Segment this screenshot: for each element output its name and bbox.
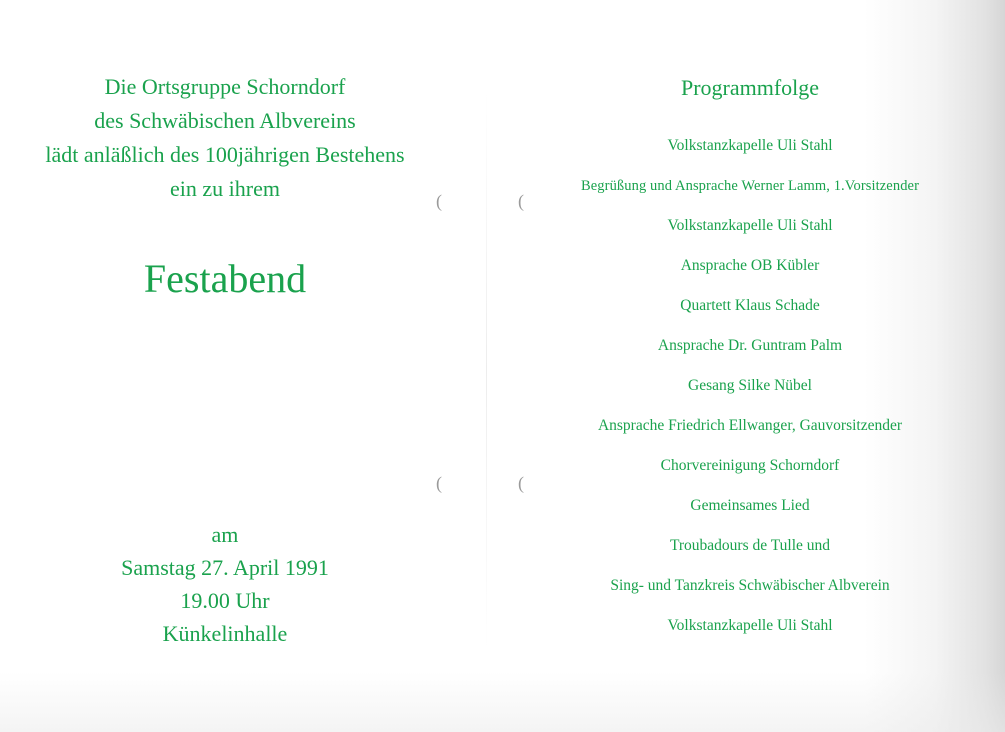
program-item: Sing- und Tanzkreis Schwäbischer Albverein — [610, 577, 890, 594]
program-item: Volkstanzkapelle Uli Stahl — [667, 217, 833, 234]
program-title: Programmfolge — [680, 75, 820, 100]
invitation-line: des Schwäbischen Albvereins — [94, 108, 356, 133]
program-item: Ansprache Friedrich Ellwanger, Gauvorsitzender — [597, 417, 903, 434]
invitation-line: lädt anläßlich des 100jährigen Bestehens — [45, 142, 405, 167]
punch-mark: ( — [518, 473, 524, 493]
punch-mark: ( — [436, 473, 442, 493]
invitation-line: Die Ortsgruppe Schorndorf — [104, 74, 346, 99]
event-date: Samstag 27. April 1991 — [121, 555, 329, 580]
invitation-text — [30, 70, 420, 206]
program-item: Troubadours de Tulle und — [669, 537, 831, 554]
event-time: 19.00 Uhr — [180, 588, 270, 613]
center-fold — [486, 90, 487, 650]
program-list — [500, 126, 1000, 646]
program-item: Gesang Silke Nübel — [688, 377, 812, 394]
invitation-line: ein zu ihrem — [170, 176, 280, 201]
program-item: Gemeinsames Lied — [690, 497, 810, 514]
program-section — [500, 72, 1000, 646]
program-item: Ansprache OB Kübler — [680, 257, 820, 274]
program-item: Volkstanzkapelle Uli Stahl — [667, 617, 833, 634]
event-title: Festabend — [143, 256, 307, 301]
page-shadow — [0, 672, 1005, 732]
punch-mark: ( — [518, 191, 524, 211]
event-details — [30, 518, 420, 650]
event-date-prefix: am — [211, 522, 239, 547]
program-item: Begrüßung und Ansprache Werner Lamm, 1.Vorsitzender — [580, 178, 920, 194]
program-item: Quartett Klaus Schade — [680, 297, 820, 314]
event-venue: Künkelinhalle — [162, 621, 288, 646]
program-item: Volkstanzkapelle Uli Stahl — [667, 137, 833, 154]
program-item: Ansprache Dr. Guntram Palm — [657, 337, 843, 354]
program-item: Chorvereinigung Schorndorf — [660, 457, 840, 474]
punch-mark: ( — [436, 191, 442, 211]
